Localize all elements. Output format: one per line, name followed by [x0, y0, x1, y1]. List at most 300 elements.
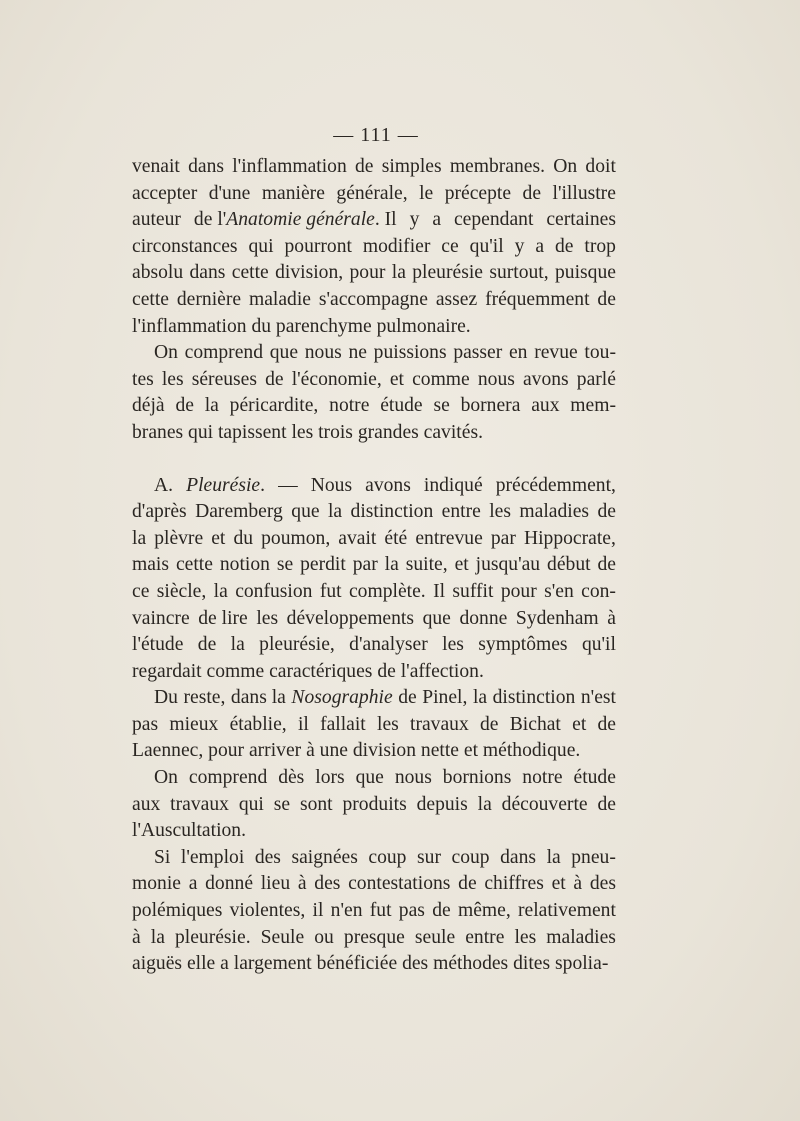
text: à [573, 873, 583, 895]
text: suite, [405, 554, 448, 576]
paragraph [132, 845, 616, 978]
word [298, 712, 309, 739]
text-line [132, 526, 616, 553]
word [363, 234, 430, 261]
text: fut [369, 900, 392, 922]
text: fallait [320, 713, 366, 735]
text: étude [573, 767, 616, 789]
word [190, 260, 226, 287]
text: l'étude [132, 634, 184, 656]
text: Il [433, 580, 446, 602]
word [151, 925, 165, 952]
word [256, 606, 278, 633]
text: dernière [176, 288, 242, 310]
text: puissions [373, 342, 447, 364]
text: l'emploi [180, 846, 245, 868]
word [442, 499, 481, 526]
word [205, 393, 219, 420]
text: de [480, 713, 499, 735]
text: sont [299, 793, 333, 815]
text: cette [231, 262, 269, 284]
text: d'une [208, 182, 251, 204]
text: la [391, 262, 406, 284]
text: entre [465, 926, 505, 948]
text: les [489, 501, 511, 523]
text: que [269, 342, 299, 364]
word [248, 234, 273, 261]
text: saignées [291, 846, 358, 868]
text: cependant [453, 209, 534, 231]
word [195, 499, 283, 526]
word [553, 154, 577, 181]
text: pas [398, 900, 425, 922]
word [300, 792, 333, 819]
word [422, 685, 467, 712]
word [531, 393, 559, 420]
text-line [132, 473, 616, 500]
word [491, 526, 516, 553]
text: la [230, 634, 245, 656]
text: de [432, 900, 451, 922]
word [132, 154, 180, 181]
word [356, 765, 384, 792]
word [132, 606, 190, 633]
text: de [554, 235, 574, 257]
text-line [132, 154, 616, 181]
text: Hippocrate, [523, 527, 616, 549]
text: précepte [444, 182, 512, 204]
text: assez [435, 288, 478, 310]
page-number: — 111 — [333, 124, 419, 146]
word [132, 738, 580, 765]
word [198, 606, 248, 633]
text: a [432, 209, 442, 231]
word [348, 340, 367, 367]
word [177, 287, 241, 314]
text: poumon, [261, 527, 331, 549]
text: de l' [193, 209, 227, 231]
word [132, 234, 238, 261]
text: venait [132, 156, 180, 177]
word [581, 685, 616, 712]
paragraph [132, 154, 616, 340]
text-line [132, 738, 616, 765]
text: coup [451, 846, 490, 868]
text: maladie [248, 288, 311, 310]
text: Laennec, pour arriver à une division nette et méthodique. [132, 740, 581, 762]
word [410, 712, 469, 739]
text: avait [338, 527, 377, 549]
text: donné [205, 873, 254, 895]
text: mem- [570, 395, 616, 417]
word [349, 260, 385, 287]
text: que [422, 607, 451, 629]
word [547, 552, 591, 579]
word [320, 712, 366, 739]
text: par [490, 527, 516, 549]
word [436, 287, 477, 314]
text: l'inflammation du parenchyme pulmonaire. [132, 315, 471, 337]
word [412, 367, 470, 394]
text-line [132, 685, 616, 712]
word [132, 792, 160, 819]
word [183, 685, 225, 712]
text: la [546, 846, 561, 868]
text-line [132, 951, 616, 978]
word [570, 393, 616, 420]
text: qui [248, 235, 274, 257]
word [329, 393, 369, 420]
text-line [132, 712, 616, 739]
word [220, 552, 270, 579]
text: produits [342, 793, 407, 815]
word [489, 499, 511, 526]
word [234, 951, 312, 978]
word [590, 871, 616, 898]
text: de [197, 634, 217, 656]
word [500, 845, 536, 872]
word [292, 367, 382, 394]
word [368, 845, 406, 872]
text: à [297, 873, 307, 895]
word [338, 526, 376, 553]
word [181, 845, 244, 872]
text: que [291, 501, 320, 523]
text: a [188, 873, 198, 895]
text: se [433, 395, 450, 417]
word [355, 154, 374, 181]
text: comprend [184, 342, 264, 364]
text: la [384, 554, 399, 576]
word [231, 685, 286, 712]
text: entrevue [415, 527, 483, 549]
word [547, 845, 561, 872]
word [342, 792, 406, 819]
word [192, 367, 257, 394]
word [493, 685, 576, 712]
text: seule [414, 926, 456, 948]
text-line [132, 420, 616, 447]
word [349, 579, 426, 606]
word [132, 499, 187, 526]
text: le [419, 182, 434, 204]
word [597, 792, 616, 819]
word [417, 845, 441, 872]
text: pleurésie [412, 262, 483, 284]
text: générale, [336, 182, 408, 204]
text-line [132, 792, 616, 819]
word [519, 499, 589, 526]
word [544, 579, 574, 606]
text: mieux [169, 713, 219, 735]
word [185, 340, 263, 367]
text: comme [412, 368, 470, 390]
text: bornera [460, 395, 521, 417]
word [395, 765, 432, 792]
word [348, 871, 450, 898]
word [275, 260, 343, 287]
word [175, 393, 194, 420]
word [597, 499, 616, 526]
word [132, 659, 484, 686]
text-line [132, 765, 616, 792]
text: lors [315, 767, 345, 789]
word [443, 765, 512, 792]
text: con- [581, 580, 616, 602]
text: ce [132, 580, 150, 602]
text: Daremberg [195, 501, 283, 523]
word [478, 367, 515, 394]
text: pourront [284, 235, 352, 257]
text: Sydenham [515, 607, 599, 629]
text: pleurésie, [259, 634, 335, 656]
word [485, 287, 589, 314]
word [211, 526, 225, 553]
word [453, 340, 502, 367]
word [432, 207, 441, 234]
text: reste, [183, 687, 226, 709]
word [574, 765, 616, 792]
word [261, 526, 330, 553]
word [415, 925, 455, 952]
text: passer [453, 342, 503, 364]
word [132, 367, 154, 394]
text: et [454, 554, 469, 576]
text: se [273, 793, 291, 815]
text: revue [534, 342, 578, 364]
word [452, 579, 493, 606]
word [132, 393, 165, 420]
word [265, 367, 284, 394]
word [132, 579, 149, 606]
word [259, 632, 335, 659]
text: fut [319, 580, 342, 602]
text: complète. [348, 580, 426, 602]
word [516, 606, 599, 633]
word [523, 367, 569, 394]
text: donne [459, 607, 508, 629]
paragraph [132, 765, 616, 845]
text-line [132, 552, 616, 579]
text: ne [348, 342, 367, 364]
word [513, 951, 550, 978]
text: vaincre [132, 607, 190, 629]
text: de [265, 368, 284, 390]
text: de [597, 793, 616, 815]
text: se [276, 554, 294, 576]
word [478, 792, 492, 819]
text: perdit [300, 554, 346, 576]
word [230, 712, 287, 739]
text: lieu [260, 873, 291, 895]
word [598, 712, 617, 739]
text: dans [500, 846, 537, 868]
word [415, 526, 482, 553]
word [535, 234, 544, 261]
word [132, 287, 169, 314]
text: les [442, 634, 464, 656]
text: n'en [330, 900, 363, 922]
text: mais [132, 554, 170, 576]
word [132, 420, 483, 447]
word [410, 207, 420, 234]
text: la [477, 793, 492, 815]
word [584, 340, 616, 367]
text: les [256, 607, 279, 629]
word [489, 260, 548, 287]
text: séreuses [191, 368, 258, 390]
text: polémiques [132, 900, 223, 922]
text: de [522, 182, 542, 204]
text: il [297, 713, 309, 735]
word [452, 845, 490, 872]
word [374, 340, 447, 367]
word [577, 367, 616, 394]
text: fréquemment [485, 288, 590, 310]
text: bornions [442, 767, 512, 789]
word [552, 871, 566, 898]
word [255, 845, 281, 872]
word [305, 340, 342, 367]
text: largement [233, 953, 312, 975]
text-line [132, 606, 616, 633]
word [169, 712, 218, 739]
word [154, 685, 178, 712]
word [278, 765, 304, 792]
text: branes qui tapissent les trois grandes cavités. [132, 421, 483, 443]
text: il [312, 900, 324, 922]
text: à [607, 607, 616, 629]
word [291, 685, 392, 712]
word [132, 181, 197, 208]
word [132, 260, 183, 287]
word [509, 340, 528, 367]
word [450, 154, 545, 181]
text: pneu- [571, 846, 616, 868]
text: Nous [310, 474, 353, 496]
word [412, 260, 483, 287]
word [349, 632, 428, 659]
text: du [233, 527, 254, 549]
word [382, 154, 442, 181]
word [220, 951, 229, 978]
text: — [278, 474, 298, 496]
word [132, 632, 183, 659]
text: notion [219, 554, 270, 576]
word [291, 499, 319, 526]
text: découverte [501, 793, 588, 815]
text: méthodes [433, 953, 509, 975]
text: chiffres [484, 873, 544, 895]
text: auteur [132, 209, 181, 231]
word [433, 951, 508, 978]
word [154, 765, 178, 792]
text: qu'il [581, 634, 616, 656]
text: entre [441, 501, 481, 523]
text: l'Auscultation. [132, 820, 247, 842]
word [132, 951, 182, 978]
text: circonstances [132, 235, 238, 257]
word [214, 579, 228, 606]
text: même, [457, 900, 511, 922]
text: de [597, 713, 616, 735]
text: début [547, 554, 591, 576]
word [154, 845, 170, 872]
text: . [260, 474, 266, 496]
text-line [132, 314, 616, 341]
text: violentes, [229, 900, 306, 922]
word [433, 393, 449, 420]
text: par [352, 554, 378, 576]
text: à [132, 926, 141, 948]
text: y [514, 235, 525, 257]
text: elle [186, 953, 216, 975]
word [461, 393, 521, 420]
text: pas [132, 713, 159, 735]
word [189, 765, 267, 792]
text: nous [394, 767, 432, 789]
word [555, 234, 574, 261]
text-line [132, 845, 616, 872]
word [478, 632, 567, 659]
text: absolu [132, 262, 184, 284]
word [555, 951, 608, 978]
word [344, 925, 405, 952]
text: avons [522, 368, 569, 390]
word [188, 154, 224, 181]
word [314, 925, 334, 952]
text: nous [304, 342, 342, 364]
word [458, 871, 477, 898]
text: des [254, 846, 281, 868]
word [417, 792, 468, 819]
word [353, 552, 378, 579]
word [328, 499, 342, 526]
word [365, 473, 411, 500]
text: indiqué [423, 474, 483, 496]
text: bénéficiée [316, 953, 398, 975]
text: regardait comme caractériques de l'affection. [132, 660, 484, 682]
word [274, 792, 290, 819]
word [132, 314, 471, 341]
word [209, 181, 251, 208]
word [522, 765, 562, 792]
text: distinction [350, 501, 434, 523]
word [232, 154, 347, 181]
text-line [132, 340, 616, 367]
text: presque [343, 926, 405, 948]
word [465, 925, 504, 952]
text: a [535, 235, 545, 257]
word [298, 871, 307, 898]
text: de lire [198, 607, 248, 629]
text-line [132, 632, 616, 659]
word [198, 632, 217, 659]
text: tes [132, 368, 154, 390]
word [502, 792, 588, 819]
text: aux [531, 395, 560, 417]
text: division, [275, 262, 344, 284]
text: en [508, 342, 528, 364]
word [470, 234, 504, 261]
word [132, 207, 181, 234]
text: pour [500, 580, 537, 602]
body-text [132, 154, 616, 978]
text: surtout, [489, 262, 549, 284]
word [584, 234, 616, 261]
word [319, 287, 428, 314]
text: s'en [544, 580, 574, 602]
